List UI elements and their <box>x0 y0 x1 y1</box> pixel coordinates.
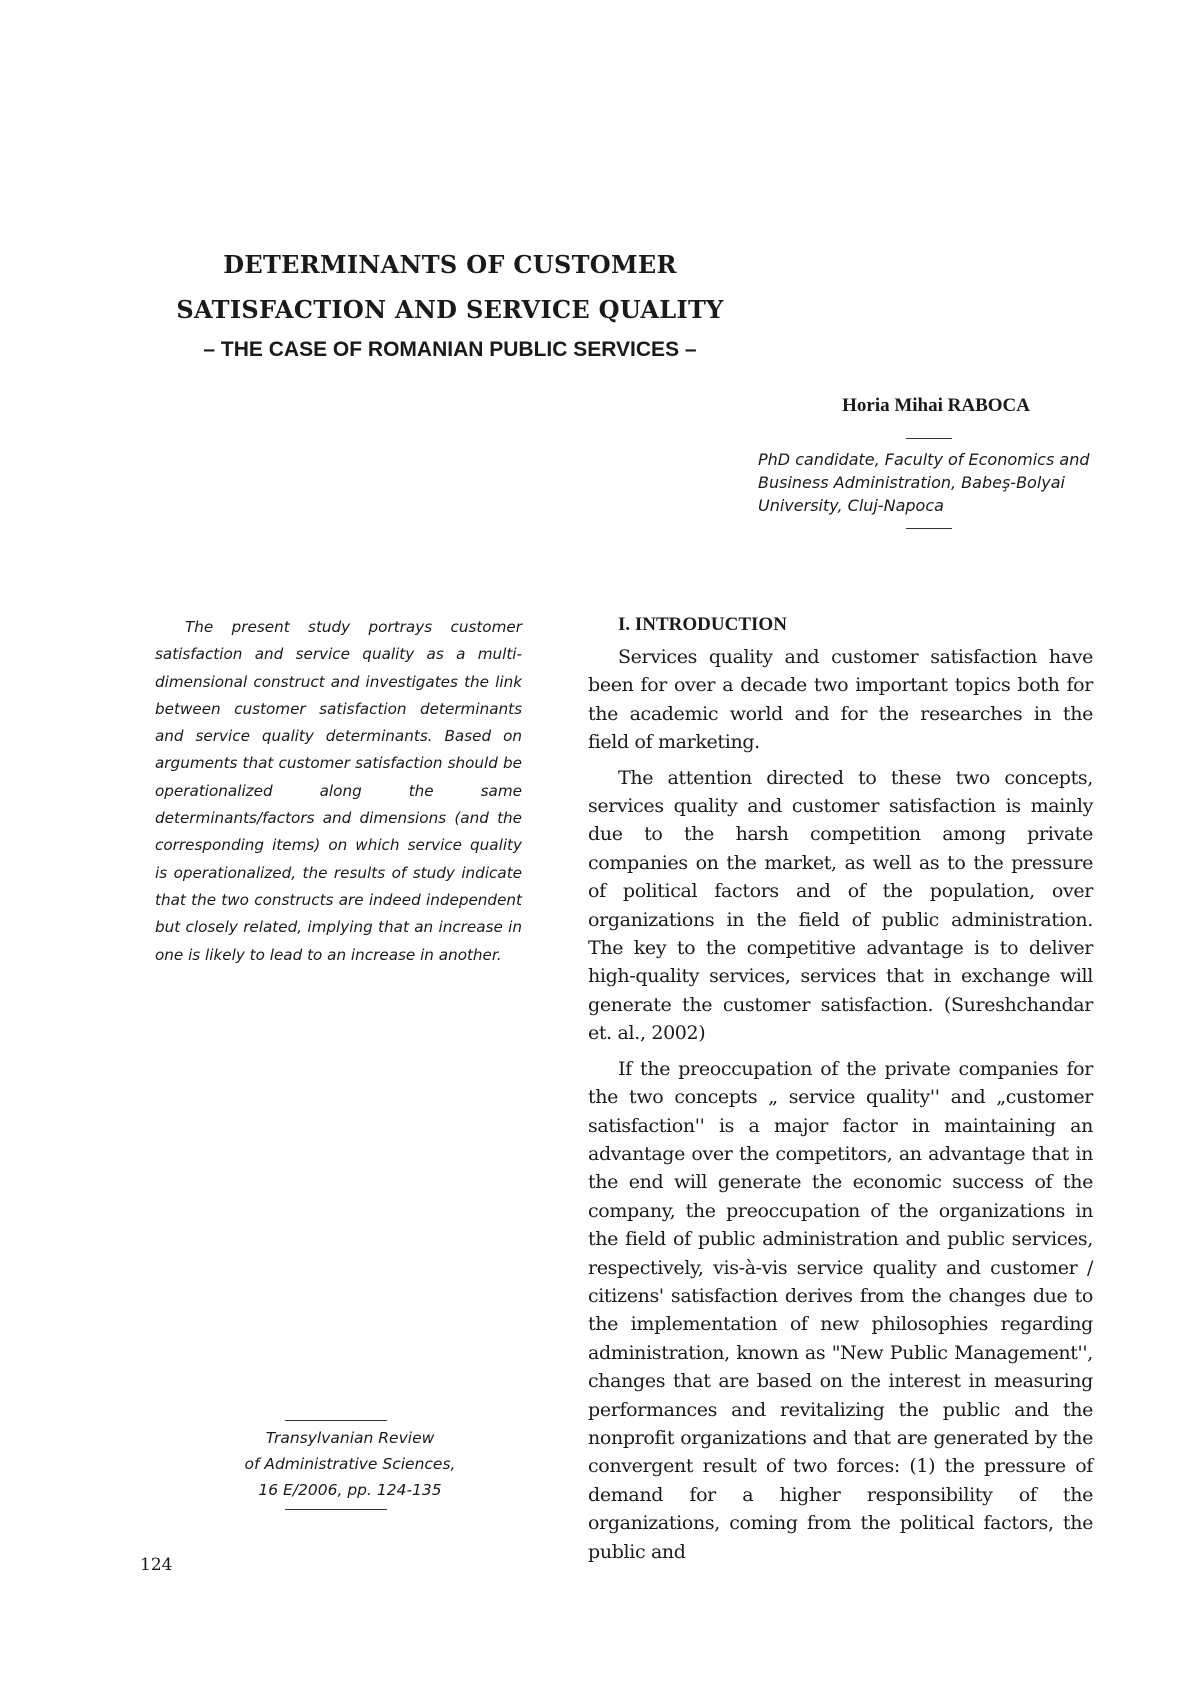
paragraph: If the preoccupation of the private companies for the two concepts „ service quality'' and „customer satisfaction'' is a major factor in maintaining an advantage over the competitors, an advantage that in the end will generate the economic success of the company, the preoccupation of the organizations in the field of public administration and public services, respectively, vis-à-vis service quality and customer / citizens' satisfaction derives from the changes due to the implementation of new philosophies regarding administration, known as "New Public Management'', changes that are based on the interest in measuring performances and revitalizing the public and the nonprofit organizations and that are generated by the convergent result of two forces: (1) the pressure of demand for a higher responsibility of the organizations, coming from the political factors, the public and <box>588 1057 1093 1563</box>
abstract: The present study portrays customer satisfaction and service quality as a multi-dimensional construct and investigates the link between customer satisfaction determinants and service quality determinants. Based on arguments that customer satisfaction should be operationalized along the same determinants/factors and dimensions (and the corresponding items) on which service quality is operationalized, the results of study indicate that the two constructs are indeed independent but closely related, implying that an increase in one is likely to lead to an increase in another. <box>155 618 522 964</box>
journal-rule-bottom <box>285 1509 387 1510</box>
title-line-2: SATISFACTION AND SERVICE QUALITY <box>176 295 724 324</box>
journal-line-1: Transylvanian Review <box>265 1429 435 1447</box>
body-text <box>588 643 1093 1573</box>
paragraph: Services quality and customer satisfaction have been for over a decade two important topics both for the academic world and for the researches in the field of marketing. <box>588 646 1093 754</box>
affiliation-rule-top <box>906 438 952 439</box>
journal-line-3: 16 E/2006, pp. 124-135 <box>258 1481 442 1499</box>
subtitle: – THE CASE OF ROMANIAN PUBLIC SERVICES – <box>203 338 697 361</box>
author-affiliation: PhD candidate, Faculty of Economics and Business Administration, Babeş-Bolyai University, Cluj-Napoca <box>758 450 1090 515</box>
affiliation-rule-bottom <box>906 528 952 529</box>
section-heading: I. INTRODUCTION <box>618 614 787 635</box>
page-number: 124 <box>140 1555 173 1575</box>
paragraph: The attention directed to these two concepts, services quality and customer satisfaction is mainly due to the harsh competition among private companies on the market, as well as to the pressure of political factors and of the population, over organizations in the field of public administration. The key to the competitive advantage is to deliver high-quality services, services that in exchange will generate the customer satisfaction. (Sureshchandar et. al., 2002) <box>588 766 1093 1045</box>
title-line-1: DETERMINANTS OF CUSTOMER <box>223 250 677 279</box>
journal-citation <box>200 1425 500 1503</box>
journal-line-2: of Administrative Sciences, <box>244 1455 456 1473</box>
author-name: Horia Mihai RABOCA <box>842 395 1030 416</box>
journal-rule-top <box>285 1420 387 1421</box>
